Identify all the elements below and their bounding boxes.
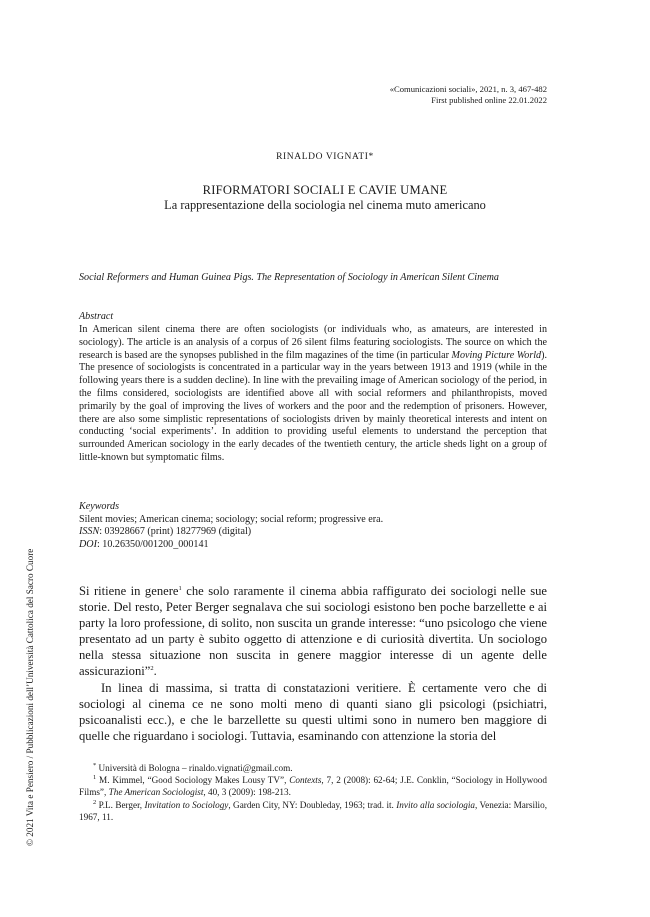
keywords-text: Silent movies; American cinema; sociology; social reform; progressive era. bbox=[79, 514, 384, 525]
english-title: Social Reformers and Human Guinea Pigs. The Representation of Sociology in American Silent Cinema bbox=[79, 272, 499, 283]
footnote: $^1$ M. Kimmel, “Good Sociology Makes Lousy TV”, Contexts, 7, 2 (2008): 62-64; J.E. Conklin, “Sociology in Hollywood Films”, The American Sociologist, 40, 3 (2009): 198-213. bbox=[79, 774, 547, 798]
footnotes bbox=[79, 762, 547, 823]
author-name: RINALDO VIGNATI* bbox=[276, 152, 374, 162]
doi-line: DOI: 10.26350/001200_000141 bbox=[79, 538, 209, 550]
copyright-vertical: © 2021 Vita e Pensiero / Pubblicazioni dell’Università Cattolica del Sacro Cuore bbox=[25, 548, 35, 846]
footnote: $^2$ P.L. Berger, Invitation to Sociology, Garden City, NY: Doubleday, 1963; trad. it. Invito alla sociologia, Venezia: Marsilio, 1967, 11. bbox=[79, 798, 547, 822]
identifiers bbox=[79, 526, 547, 552]
body-text bbox=[79, 583, 547, 744]
citation-line: «Comunicazioni sociali», 2021, n. 3, 467-482 bbox=[389, 84, 547, 94]
issn-line: ISSN: 03928667 (print) 18277969 (digital) bbox=[79, 526, 252, 537]
article-title: RIFORMATORI SOCIALI E CAVIE UMANE bbox=[202, 183, 448, 197]
abstract-heading: Abstract bbox=[79, 311, 114, 322]
article-subtitle: La rappresentazione della sociologia nel cinema muto americano bbox=[164, 198, 486, 212]
footnote-ref: 1 bbox=[178, 584, 182, 592]
keywords-heading: Keywords bbox=[79, 501, 120, 512]
footnote-ref: 2 bbox=[150, 665, 154, 673]
paragraph: In linea di massima, si tratta di constatazioni veritiere. È certamente vero che di sociologi al cinema ce ne sono molti meno di quanti siano gli psicologi (psichiatri, psicoanalisti ecc.), e che le barzellette su questi ultimi sono in numero ben maggiore di quelle che riguardano i sociologi. Tuttavia, esaminando con attenzione la storia del bbox=[79, 680, 547, 743]
journal-header bbox=[390, 84, 547, 106]
published-line: First published online 22.01.2022 bbox=[431, 95, 547, 105]
footnote: * Università di Bologna – rinaldo.vignati@gmail.com. bbox=[93, 761, 293, 773]
paragraph: Si ritiene in genere$^1$ che solo raramente il cinema abbia raffigurato dei sociologi nelle sue storie. Del resto, Peter Berger segnalava che sui sociologi esistono ben poche barzellette e ai party la loro professione, di solito, non suscita un grande interesse: “uno psicologo che viene presentato ad un party è subito oggetto di attenzione e di curiosità divertita. Un sociologo nella stessa situazione non suscita in genere maggior interesse di un agente delle assicurazioni”$^2$. bbox=[79, 584, 548, 679]
abstract-text: In American silent cinema there are often sociologists (or individuals who, as amateurs, are interested in sociology). The article is an analysis of a corpus of 26 silent films featuring sociologists. The source on which the research is based are the synopses published in the film magazines of the time (in particular Moving Picture World). The presence of sociologists is concentrated in a particular way in the years between 1913 and 1919 (while in the following years there is a sudden decline). In line with the prevailing image of American sociology of the period, in the films considered, sociologists are identified above all with social reformers and philanthropists, moved primarily by the goal of improving the lives of workers and the poor and the redemption of prisoners. However, there are also some simplistic representations of sociologists driven by mainly theoretical interests and intent on conducting ‘social experiments’. In addition to providing useful elements to understand the perception that surrounded American sociology in the early decades of the twentieth century, the article sheds light on a group of little-known but symptomatic films. bbox=[79, 324, 547, 463]
